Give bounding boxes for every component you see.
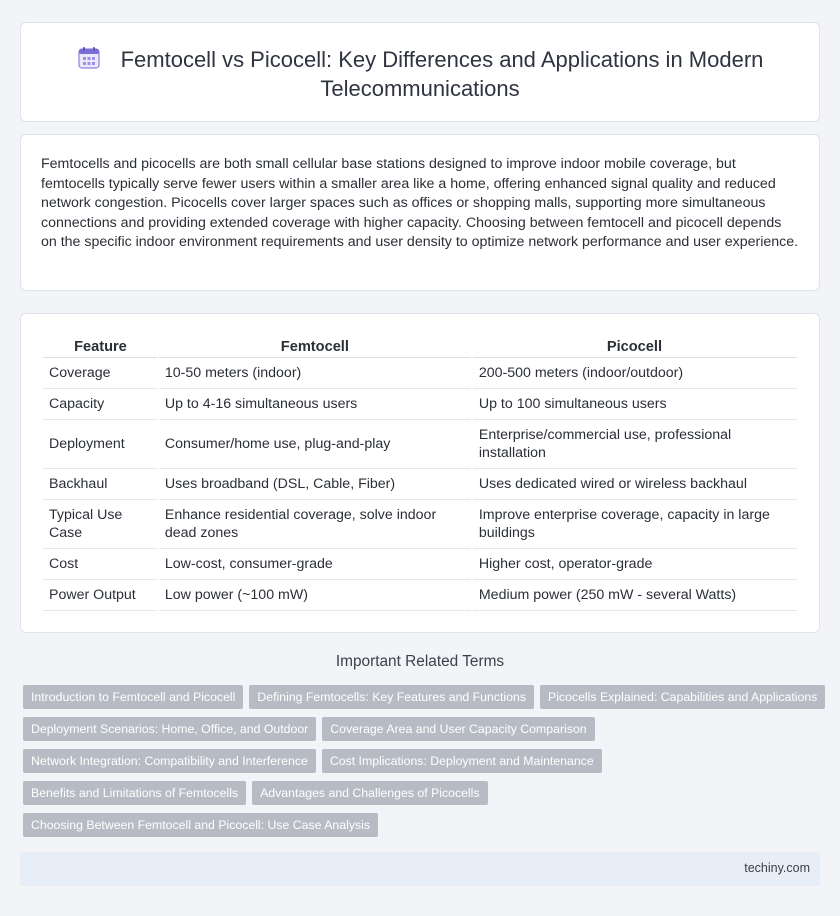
- related-tag[interactable]: Coverage Area and User Capacity Comparison: [322, 717, 594, 741]
- comparison-table: [43, 334, 797, 611]
- table-cell: Enhance residential coverage, solve indoor dead zones: [158, 499, 472, 548]
- table-cell: Backhaul: [43, 468, 158, 499]
- footer: [20, 852, 820, 886]
- table-cell: Uses broadband (DSL, Cable, Fiber): [158, 468, 472, 499]
- table-cell: Uses dedicated wired or wireless backhaul: [472, 468, 797, 499]
- table-row: [43, 357, 797, 388]
- related-terms-list: [23, 685, 823, 845]
- table-cell: Medium power (250 mW - several Watts): [472, 579, 797, 610]
- header-picocell: Picocell: [472, 334, 797, 357]
- related-tag[interactable]: Choosing Between Femtocell and Picocell: Use Case Analysis: [23, 813, 378, 837]
- table-header-row: [43, 334, 797, 357]
- table-cell: Up to 100 simultaneous users: [472, 388, 797, 419]
- table-cell: Consumer/home use, plug-and-play: [158, 419, 472, 468]
- tag-row: [23, 781, 823, 813]
- header-card: [20, 22, 820, 122]
- table-row: [43, 388, 797, 419]
- table-cell: Power Output: [43, 579, 158, 610]
- footer-site[interactable]: techiny.com: [744, 861, 810, 875]
- table-cell: Up to 4-16 simultaneous users: [158, 388, 472, 419]
- related-tag[interactable]: Deployment Scenarios: Home, Office, and Outdoor: [23, 717, 316, 741]
- related-tag[interactable]: Benefits and Limitations of Femtocells: [23, 781, 246, 805]
- page-title-wrap: [21, 45, 819, 103]
- table-cell: Low power (~100 mW): [158, 579, 472, 610]
- table-cell: Enterprise/commercial use, professional installation: [472, 419, 797, 468]
- table-cell: Cost: [43, 548, 158, 579]
- header-femtocell: Femtocell: [158, 334, 472, 357]
- page-title: Femtocell vs Picocell: Key Differences and Applications in Modern Telecommunications: [120, 47, 764, 101]
- related-tag[interactable]: Picocells Explained: Capabilities and Applications: [540, 685, 825, 709]
- related-tag[interactable]: Cost Implications: Deployment and Maintenance: [322, 749, 602, 773]
- table-row: [43, 419, 797, 468]
- table-row: [43, 579, 797, 610]
- table-cell: Deployment: [43, 419, 158, 468]
- table-cell: Improve enterprise coverage, capacity in large buildings: [472, 499, 797, 548]
- calendar-icon: [77, 46, 101, 70]
- table-cell: 200-500 meters (indoor/outdoor): [472, 357, 797, 388]
- tag-row: [23, 717, 823, 749]
- related-tag[interactable]: Defining Femtocells: Key Features and Functions: [249, 685, 534, 709]
- table-cell: Typical Use Case: [43, 499, 158, 548]
- tag-row: [23, 749, 823, 781]
- table-row: [43, 548, 797, 579]
- table-row: [43, 499, 797, 548]
- intro-card: [20, 134, 820, 291]
- table-row: [43, 468, 797, 499]
- related-tag[interactable]: Network Integration: Compatibility and Interference: [23, 749, 316, 773]
- related-terms-title: Important Related Terms: [335, 653, 505, 670]
- related-tag[interactable]: Advantages and Challenges of Picocells: [252, 781, 487, 805]
- table-cell: 10-50 meters (indoor): [158, 357, 472, 388]
- table-cell: Coverage: [43, 357, 158, 388]
- intro-paragraph: Femtocells and picocells are both small cellular base stations designed to improve indoor mobile coverage, but femtocells typically serve fewer users within a smaller area like a home, offering enhanced signal quality and reduced network congestion. Picocells cover larger spaces such as offices or shopping malls, supporting more simultaneous connections and providing extended coverage with higher capacity. Choosing between femtocell and picocell depends on the specific indoor environment requirements and user density to optimize network performance and user experience.: [41, 156, 799, 251]
- comparison-card: [20, 313, 820, 633]
- table-cell: Low-cost, consumer-grade: [158, 548, 472, 579]
- table-cell: Higher cost, operator-grade: [472, 548, 797, 579]
- tag-row: [23, 813, 823, 845]
- header-feature: Feature: [43, 334, 158, 357]
- table-cell: Capacity: [43, 388, 158, 419]
- tag-row: [23, 685, 823, 717]
- related-tag[interactable]: Introduction to Femtocell and Picocell: [23, 685, 243, 709]
